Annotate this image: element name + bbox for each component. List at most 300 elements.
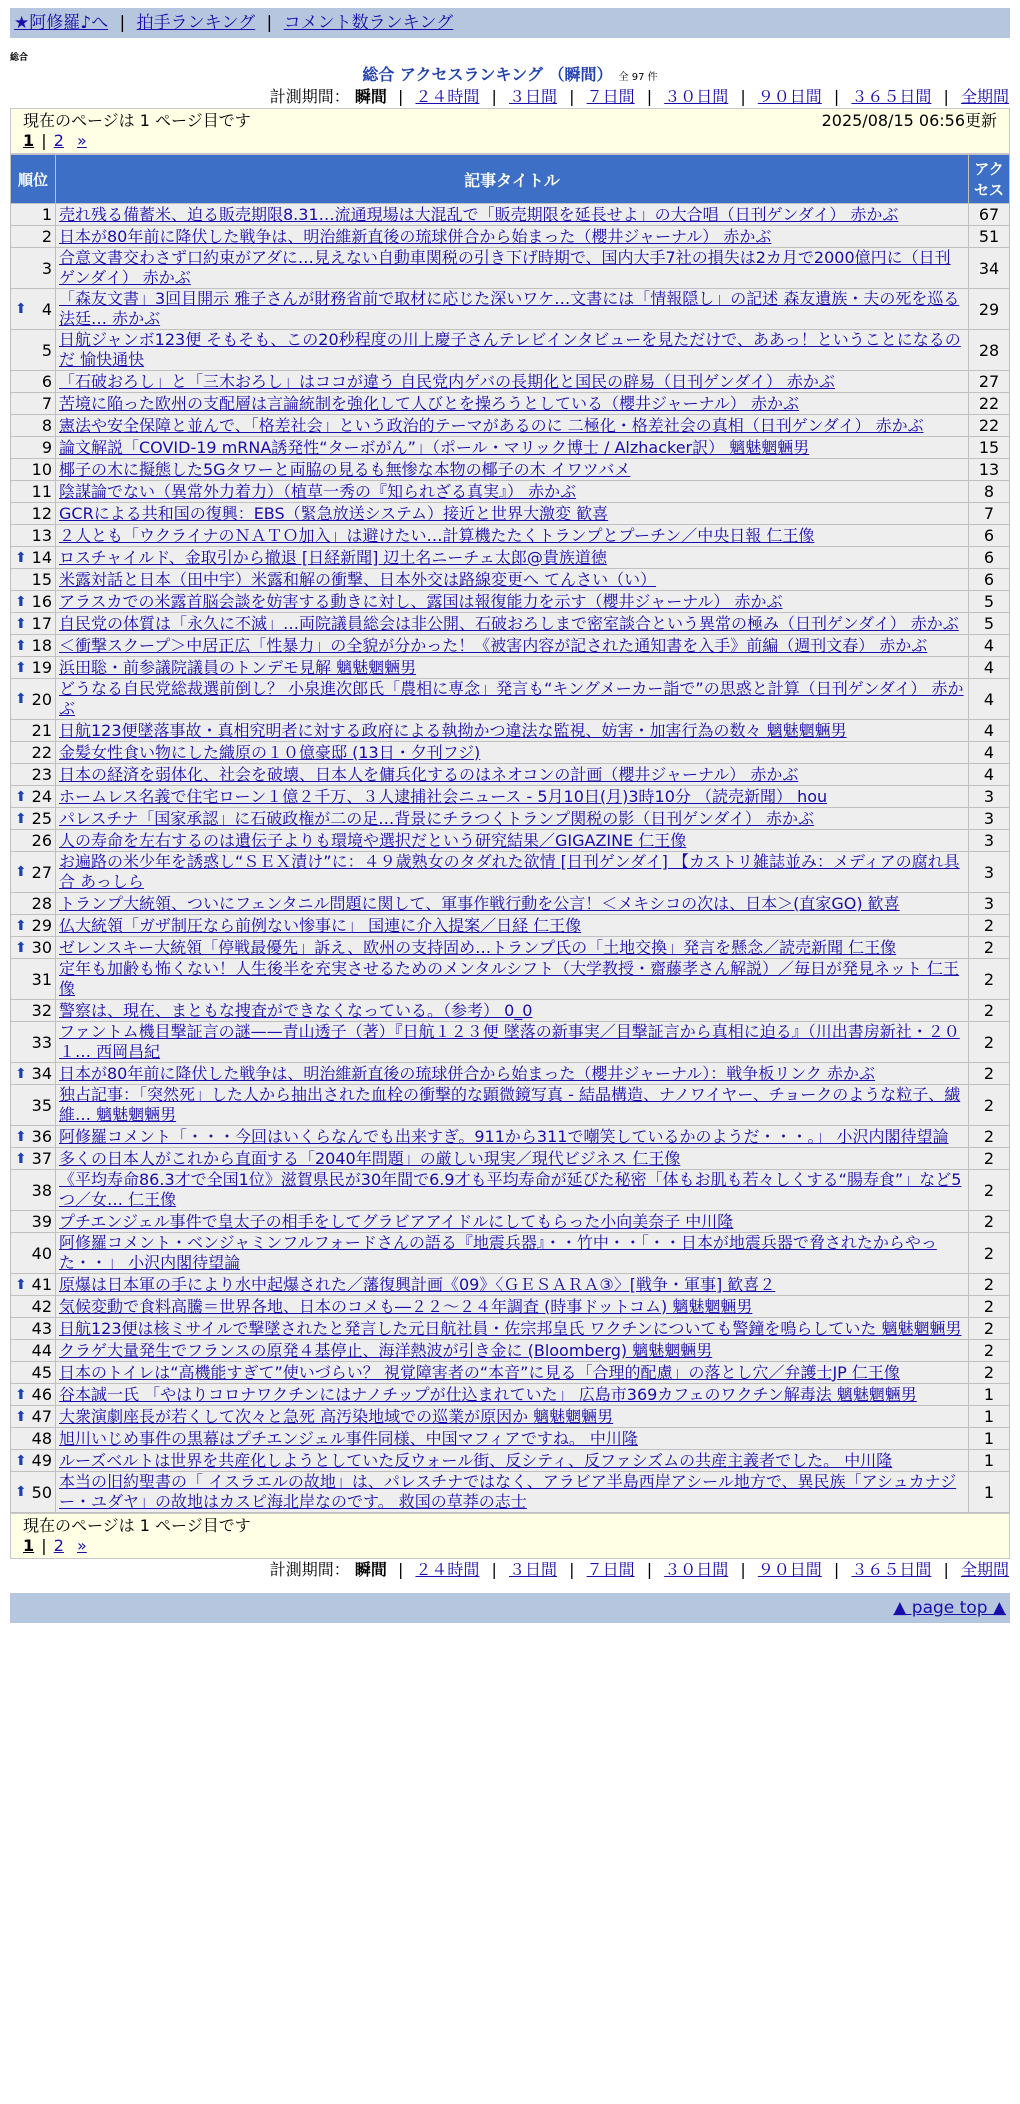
title-cell xyxy=(56,786,968,807)
rank-number: 29 xyxy=(31,916,52,935)
period-label: 計測期間： xyxy=(269,1560,350,1579)
period-separator: | xyxy=(397,87,404,106)
title-cell xyxy=(56,415,968,436)
page-info-bottom xyxy=(10,1513,1010,1559)
table-row xyxy=(11,1362,1009,1383)
period-separator: | xyxy=(943,87,949,106)
rank-cell xyxy=(11,959,55,999)
rank-cell xyxy=(11,1472,55,1512)
period-separator: | xyxy=(646,87,653,106)
access-count: 2 xyxy=(969,1296,1009,1317)
access-count: 1 xyxy=(969,1384,1009,1405)
rank-cell xyxy=(11,720,55,741)
access-count: 1 xyxy=(969,1428,1009,1449)
rank-up-icon: ⬆ xyxy=(15,691,27,707)
rank-number: 39 xyxy=(31,1212,52,1231)
rank-cell xyxy=(11,569,55,590)
article-link[interactable]: ゼレンスキー大統領「停戦最優先」訴え、欧州の支持固め…トランプ氏の「土地交換」発言を懸念／読売新聞 仁王像 xyxy=(59,937,897,957)
rank-up-icon: ⬆ xyxy=(15,301,27,317)
article-link[interactable]: ２人とも「ウクライナのＮＡＴＯ加入」は避けたい…計算機たたくトランプとプーチン／中央日報 仁王像 xyxy=(59,525,815,545)
rank-number: 11 xyxy=(31,482,52,501)
rank-number: 48 xyxy=(31,1429,52,1448)
rank-number: 43 xyxy=(31,1319,52,1338)
page-info-top xyxy=(10,108,1010,154)
access-count: 2 xyxy=(969,1085,1009,1125)
period-link-30d[interactable]: ３０日間 xyxy=(664,87,729,106)
title-cell xyxy=(56,852,968,892)
title-cell xyxy=(56,393,968,414)
title-cell xyxy=(56,613,968,634)
title-cell xyxy=(56,915,968,936)
comment-ranking-link[interactable]: コメント数ランキング xyxy=(283,13,454,33)
article-link[interactable]: ホームレス名義で住宅ローン１億２千万、３人逮捕社会ニュース - 5月10日(月)3時10分 （読売新聞） hou xyxy=(59,786,828,806)
nav-separator: | xyxy=(266,13,273,33)
rank-cell xyxy=(11,1063,55,1084)
title-text: 総合 アクセスランキング （瞬間） xyxy=(362,65,613,84)
title-cell xyxy=(56,569,968,590)
access-count: 2 xyxy=(969,1022,1009,1062)
article-link[interactable]: 憲法や安全保障と並んで、「格差社会」という政治的テーマがあるのに 二極化・格差社会の真相（日刊ゲンダイ） 赤かぶ xyxy=(59,415,924,435)
rank-cell xyxy=(11,415,55,436)
period-link-24h[interactable]: ２４時間 xyxy=(415,1560,480,1579)
title-cell xyxy=(56,1296,968,1317)
period-current: 瞬間 xyxy=(354,1560,387,1579)
rank-cell xyxy=(11,613,55,634)
article-link[interactable]: 日本の経済を弱体化、社会を破壊、日本人を傭兵化するのはネオコンの計画（櫻井ジャーナル） 赤かぶ xyxy=(59,764,799,784)
rank-cell xyxy=(11,459,55,480)
rank-up-icon: ⬆ xyxy=(15,864,27,880)
page-current: 1 xyxy=(23,131,35,150)
updated-timestamp: 2025/08/15 06:56更新 xyxy=(821,111,997,130)
article-link[interactable]: トランプ大統領、ついにフェンタニル問題に関して、軍事作戦行動を公言！＜メキシコの次は、日本＞(直家GO) 歓喜 xyxy=(59,893,900,913)
rank-number: 5 xyxy=(41,340,52,360)
access-count: 2 xyxy=(969,1170,1009,1210)
col-access-header: アクセス xyxy=(969,155,1009,203)
period-separator: | xyxy=(943,1560,949,1579)
table-row xyxy=(11,289,1009,329)
article-link[interactable]: 《平均寿命86.3才で全国1位》滋賀県民が30年間で6.9才も平均寿命が延びた秘密「体もお肌も若々しくする“腸寿食”」など5つ／女… 仁王像 xyxy=(59,1170,962,1209)
page-link-2[interactable]: 2 xyxy=(53,131,64,150)
table-row xyxy=(11,1318,1009,1339)
table-row xyxy=(11,415,1009,436)
article-link[interactable]: アラスカでの米露首脳会談を妨害する動きに対し、露国は報復能力を示す（櫻井ジャーナル） 赤かぶ xyxy=(59,591,783,611)
rank-up-icon: ⬆ xyxy=(15,1276,27,1293)
title-cell xyxy=(56,226,968,247)
table-row xyxy=(11,1211,1009,1232)
title-cell xyxy=(56,893,968,914)
rank-number: 12 xyxy=(31,504,52,523)
rank-up-icon: ⬆ xyxy=(15,659,27,676)
period-separator: | xyxy=(833,87,840,106)
article-link[interactable]: 論文解説「COVID-19 mRNA誘発性“ターボがん”」（ポール・マリック博士 / Alzhacker訳） 魑魅魍魎男 xyxy=(59,437,810,457)
rank-cell xyxy=(11,248,55,288)
rank-up-icon: ⬆ xyxy=(15,917,27,934)
title-cell xyxy=(56,459,968,480)
access-count: 4 xyxy=(969,657,1009,678)
title-cell xyxy=(56,371,968,392)
rank-cell xyxy=(11,1126,55,1147)
rank-number: 50 xyxy=(31,1482,52,1502)
article-link[interactable]: 自民党の体質は「永久に不滅」…両院議員総会は非公開、石破おろしまで密室談合という異常の極み（日刊ゲンダイ） 赤かぶ xyxy=(59,613,959,633)
page-link-2[interactable]: 2 xyxy=(53,1536,64,1555)
table-row xyxy=(11,1340,1009,1361)
rank-number: 34 xyxy=(31,1064,52,1083)
access-count: 3 xyxy=(969,830,1009,851)
title-cell xyxy=(56,1170,968,1210)
rank-cell xyxy=(11,1362,55,1383)
table-row xyxy=(11,893,1009,914)
period-current: 瞬間 xyxy=(354,87,387,106)
rank-cell xyxy=(11,204,55,225)
article-link[interactable]: ロスチャイルド、金取引から撤退 [日経新聞] 辺土名ニーチェ太郎@貴族道徳 xyxy=(59,547,607,567)
table-row xyxy=(11,503,1009,524)
article-link[interactable]: お遍路の米少年を誘惑し“ＳＥＸ漬け”に：４９歳熟女のタダれた欲情 [日刊ゲンダイ] 【カストリ雑誌並み：メディアの腐れ具合 あっしら xyxy=(59,852,960,891)
pagination-top xyxy=(23,131,997,151)
title-cell xyxy=(56,1022,968,1062)
article-link[interactable]: 原爆は日本軍の手により水中起爆された／藩復興計画《09》〈ＧＥＳＡＲＡ③〉[戦争・軍事] 歓喜２ xyxy=(59,1274,776,1294)
access-count: 4 xyxy=(969,742,1009,763)
rank-cell xyxy=(11,1318,55,1339)
table-row xyxy=(11,1472,1009,1512)
article-link[interactable]: 日本のトイレは“高機能すぎて”使いづらい？ 視覚障害者の“本音”に見る「合理的配慮」の落とし穴／弁護士JP 仁王像 xyxy=(59,1362,900,1382)
rank-number: 10 xyxy=(31,460,52,479)
table-row xyxy=(11,635,1009,656)
article-link[interactable]: ルーズベルトは世界を共産化しようとしていた反ウォール街、反シティ、反ファシズムの共産主義者でした。 中川隆 xyxy=(59,1450,893,1470)
table-row xyxy=(11,1148,1009,1169)
access-count: 5 xyxy=(969,613,1009,634)
rank-cell xyxy=(11,657,55,678)
table-row xyxy=(11,657,1009,678)
page-separator: | xyxy=(41,131,47,150)
access-count: 2 xyxy=(969,1274,1009,1295)
rank-up-icon: ⬆ xyxy=(15,810,27,827)
article-link[interactable]: 独占記事：「突然死」した人から抽出された血栓の衝撃的な顕微鏡写真 - 結晶構造、ナノワイヤー、チョークのような粒子、繊維… 魑魅魍魎男 xyxy=(59,1085,961,1124)
period-separator: | xyxy=(491,1560,497,1579)
title-cell xyxy=(56,742,968,763)
rank-cell xyxy=(11,1340,55,1361)
table-row xyxy=(11,959,1009,999)
page-top-link[interactable]: ▲ page top ▲ xyxy=(893,1598,1006,1618)
article-link[interactable]: どうなる自民党総裁選前倒し？ 小泉進次郎氏「農相に専念」発言も“キングメーカー詣で”の思惑と計算（日刊ゲンダイ） 赤かぶ xyxy=(59,679,964,718)
title-cell xyxy=(56,1472,968,1512)
page-next-link[interactable]: » xyxy=(77,131,87,150)
table-row xyxy=(11,742,1009,763)
period-link-90d[interactable]: ９０日間 xyxy=(757,87,822,106)
rank-cell xyxy=(11,393,55,414)
table-row xyxy=(11,1126,1009,1147)
rank-cell xyxy=(11,1296,55,1317)
access-count: 6 xyxy=(969,525,1009,546)
rank-number: 45 xyxy=(31,1363,52,1382)
bottom-bar xyxy=(10,1593,1010,1623)
table-row xyxy=(11,1406,1009,1427)
rank-up-icon: ⬆ xyxy=(15,1065,27,1082)
table-row xyxy=(11,591,1009,612)
rank-number: 22 xyxy=(31,743,52,762)
category-tag: 総合 xyxy=(10,53,29,63)
article-link[interactable]: クラゲ大量発生でフランスの原発４基停止、海洋熱波が引き金に (Bloomberg) 魑魅魍魎男 xyxy=(59,1340,713,1360)
rank-up-icon: ⬆ xyxy=(15,1386,27,1403)
title-cell xyxy=(56,720,968,741)
article-link[interactable]: 本当の旧約聖書の「 イスラエルの故地」は、パレスチナではなく、アラビア半島西岸アシール地方で、異民族「アシュカナジー・ユダヤ」の故地はカスピ海北岸なのです。 救国の草莽の志士 xyxy=(59,1472,957,1511)
table-row xyxy=(11,786,1009,807)
rank-cell xyxy=(11,437,55,458)
rank-number: 40 xyxy=(31,1243,52,1263)
table-row xyxy=(11,852,1009,892)
article-link[interactable]: 多くの日本人がこれから直面する「2040年問題」の厳しい現実／現代ビジネス 仁王像 xyxy=(59,1148,681,1168)
access-count: 3 xyxy=(969,808,1009,829)
period-separator: | xyxy=(646,1560,653,1579)
rank-number: 37 xyxy=(31,1149,52,1168)
article-link[interactable]: 苦境に陥った欧州の支配層は言論統制を強化して人びとを操ろうとしている（櫻井ジャーナル） 赤かぶ xyxy=(59,393,799,413)
rank-cell xyxy=(11,330,55,370)
title-cell xyxy=(56,1406,968,1427)
title-cell xyxy=(56,679,968,719)
ranking-body xyxy=(11,204,1009,1512)
article-link[interactable]: 合意文書交わさず口約束がアダに…見えない自動車関税の引き下げ時期で、国内大手7社の損失は2カ月で2000億円に（日刊ゲンダイ） 赤かぶ xyxy=(59,248,951,287)
pagination-bottom xyxy=(23,1536,997,1556)
rank-number: 2 xyxy=(41,227,52,246)
title-cell xyxy=(56,1362,968,1383)
period-link-7d[interactable]: ７日間 xyxy=(586,1560,635,1579)
page-current: 1 xyxy=(23,1536,35,1555)
article-link[interactable]: 米露対話と日本（田中宇）米露和解の衝撃、日本外交は路線変更へ てんさい（い） xyxy=(59,569,657,589)
title-cell xyxy=(56,547,968,568)
title-cell xyxy=(56,1450,968,1471)
table-row xyxy=(11,937,1009,958)
title-cell xyxy=(56,1063,968,1084)
period-link-3d[interactable]: ３日間 xyxy=(509,87,558,106)
rank-cell xyxy=(11,1406,55,1427)
article-link[interactable]: 仏大統領「ガザ制圧なら前例ない惨事に」 国連に介入提案／日経 仁王像 xyxy=(59,915,582,935)
rank-number: 30 xyxy=(31,938,52,957)
rank-number: 6 xyxy=(41,372,52,391)
rank-cell xyxy=(11,547,55,568)
period-link-all[interactable]: 全期間 xyxy=(960,87,1009,106)
period-separator: | xyxy=(833,1560,840,1579)
rank-up-icon: ⬆ xyxy=(15,1408,27,1425)
access-count: 13 xyxy=(969,459,1009,480)
article-link[interactable]: 日航ジャンボ123便 そもそも、この20秒程度の川上慶子さんテレビインタビューを見ただけで、ああっ！ということになるのだ 愉快通快 xyxy=(59,330,961,369)
table-row xyxy=(11,1296,1009,1317)
rank-number: 49 xyxy=(31,1451,52,1470)
period-link-90d[interactable]: ９０日間 xyxy=(757,1560,822,1579)
period-link-7d[interactable]: ７日間 xyxy=(586,87,635,106)
title-cell xyxy=(56,657,968,678)
access-count: 27 xyxy=(969,371,1009,392)
rank-cell xyxy=(11,635,55,656)
article-link[interactable]: 陰謀論でない（異常外力着力）（植草一秀の『知られざる真実』） 赤かぶ xyxy=(59,481,577,501)
article-link[interactable]: パレスチナ「国家承認」に石破政権が二の足…背景にチラつくトランプ関税の影（日刊ゲンダイ） 赤かぶ xyxy=(59,808,815,828)
rank-number: 47 xyxy=(31,1407,52,1426)
access-count: 2 xyxy=(969,1318,1009,1339)
title-cell xyxy=(56,635,968,656)
title-cell xyxy=(56,204,968,225)
title-cell xyxy=(56,1233,968,1273)
rank-cell xyxy=(11,893,55,914)
access-count: 2 xyxy=(969,1233,1009,1273)
access-count: 51 xyxy=(969,226,1009,247)
nav-separator: | xyxy=(119,13,126,33)
rank-number: 4 xyxy=(41,299,52,319)
title-cell xyxy=(56,830,968,851)
access-count: 1 xyxy=(969,1472,1009,1512)
rank-up-icon: ⬆ xyxy=(15,549,27,566)
period-separator: | xyxy=(740,1560,746,1579)
access-count: 22 xyxy=(969,393,1009,414)
access-count: 6 xyxy=(969,569,1009,590)
table-row xyxy=(11,1085,1009,1125)
access-count: 5 xyxy=(969,591,1009,612)
table-row xyxy=(11,1384,1009,1405)
rank-number: 13 xyxy=(31,526,52,545)
rank-number: 36 xyxy=(31,1127,52,1146)
period-separator: | xyxy=(569,1560,575,1579)
title-cell xyxy=(56,330,968,370)
access-count: 7 xyxy=(969,503,1009,524)
article-link[interactable]: 日本が80年前に降伏した戦争は、明治維新直後の琉球併合から始まった（櫻井ジャーナル）：戦争板リンク 赤かぶ xyxy=(59,1063,876,1083)
rank-cell xyxy=(11,1211,55,1232)
article-link[interactable]: ファントム機目撃証言の謎——青山透子（著）『日航１２３便 墜落の新事実／目撃証言から真相に迫る』（川出書房新社・２０１… 西岡昌紀 xyxy=(59,1022,960,1061)
rank-cell xyxy=(11,786,55,807)
table-row xyxy=(11,371,1009,392)
home-link[interactable]: ★阿修羅♪へ xyxy=(14,13,109,33)
article-link[interactable]: 日航123便墜落事故・真相究明者に対する政府による執拗かつ違法な監視、妨害・加害行為の数々 魑魅魍魎男 xyxy=(59,720,847,740)
rank-number: 20 xyxy=(31,689,52,709)
access-count: 22 xyxy=(969,415,1009,436)
title-cell xyxy=(56,1148,968,1169)
article-link[interactable]: 浜田聡・前参議院議員のトンデモ見解 魑魅魍魎男 xyxy=(59,657,417,677)
article-link[interactable]: プチエンジェル事件で皇太子の相手をしてグラビアアイドルにしてもらった小向美奈子 中川隆 xyxy=(59,1211,734,1231)
period-separator: | xyxy=(740,87,746,106)
period-link-3d[interactable]: ３日間 xyxy=(509,1560,558,1579)
table-row xyxy=(11,830,1009,851)
rank-cell xyxy=(11,764,55,785)
article-link[interactable]: 気候変動で食料高騰＝世界各地、日本のコメも―２２～２４年調査 (時事ドットコム) 魑魅魍魎男 xyxy=(59,1296,753,1316)
rank-cell xyxy=(11,1428,55,1449)
table-row xyxy=(11,393,1009,414)
period-label: 計測期間： xyxy=(269,87,350,106)
period-selector-bottom xyxy=(10,1559,1010,1581)
period-separator: | xyxy=(569,87,575,106)
access-count: 2 xyxy=(969,1148,1009,1169)
title-cell xyxy=(56,764,968,785)
article-link[interactable]: 人の寿命を左右するのは遺伝子よりも環境や選択だという研究結果／GIGAZINE 仁王像 xyxy=(59,830,687,850)
page xyxy=(10,0,1010,1623)
article-link[interactable]: 椰子の木に擬態した5Gタワーと両脇の見るも無惨な本物の椰子の木 イワツバメ xyxy=(59,459,631,479)
table-row xyxy=(11,808,1009,829)
table-row xyxy=(11,1063,1009,1084)
article-link[interactable]: 日航123便は核ミサイルで撃墜されたと発言した元日航社員・佐宗邦皇氏 ワクチンについても警鐘を鳴らしていた 魑魅魍魎男 xyxy=(59,1318,962,1338)
period-link-365d[interactable]: ３６５日間 xyxy=(851,87,932,106)
rank-number: 1 xyxy=(41,205,52,224)
rank-cell xyxy=(11,808,55,829)
rank-up-icon: ⬆ xyxy=(15,1484,27,1500)
article-link[interactable]: 大衆演劇座長が若くして次々と急死 高汚染地域での巡業が原因か 魑魅魍魎男 xyxy=(59,1406,614,1426)
access-count: 4 xyxy=(969,635,1009,656)
access-count: 29 xyxy=(969,289,1009,329)
title-cell xyxy=(56,1274,968,1295)
article-link[interactable]: 谷本誠一氏 「やはりコロナワクチンにはナノチップが仕込まれていた」 広島市369カフェのワクチン解毒法 魑魅魍魎男 xyxy=(59,1384,917,1404)
article-link[interactable]: 金髪女性食い物にした織原の１０億豪邸 (13日・夕刊フジ) xyxy=(59,742,481,762)
article-link[interactable]: GCRによる共和国の復興：EBS（緊急放送システム）接近と世界大激変 歓喜 xyxy=(59,503,609,523)
rank-up-icon: ⬆ xyxy=(15,1452,27,1469)
title-cell xyxy=(56,937,968,958)
title-cell xyxy=(56,248,968,288)
period-link-365d[interactable]: ３６５日間 xyxy=(851,1560,932,1579)
article-link[interactable]: 売れ残る備蓄米、迫る販売期限8.31…流通現場は大混乱で「販売期限を延長せよ」の大合唱（日刊ゲンダイ） 赤かぶ xyxy=(59,204,899,224)
rank-cell xyxy=(11,481,55,502)
rank-number: 8 xyxy=(41,416,52,435)
title-cell xyxy=(56,1318,968,1339)
rank-up-icon: ⬆ xyxy=(15,939,27,956)
article-link[interactable]: 「石破おろし」と「三木おろし」はココが違う 自民党内ゲバの長期化と国民の辟易（日刊ゲンダイ） 赤かぶ xyxy=(59,371,835,391)
access-count: 2 xyxy=(969,959,1009,999)
rank-number: 32 xyxy=(31,1001,52,1020)
title-cell xyxy=(56,1384,968,1405)
rank-number: 9 xyxy=(41,438,52,457)
table-row xyxy=(11,720,1009,741)
table-row xyxy=(11,764,1009,785)
rank-number: 21 xyxy=(31,721,52,740)
table-row xyxy=(11,1170,1009,1210)
period-link-30d[interactable]: ３０日間 xyxy=(664,1560,729,1579)
access-count: 15 xyxy=(969,437,1009,458)
article-link[interactable]: ＜衝撃スクープ＞中居正広「性暴力」の全貌が分かった！《被害内容が記された通知書を入手》前編（週刊文春） 赤かぶ xyxy=(59,635,928,655)
rank-cell xyxy=(11,289,55,329)
table-row xyxy=(11,330,1009,370)
article-link[interactable]: 旭川いじめ事件の黒幕はプチエンジェル事件同様、中国マフィアですね。 中川隆 xyxy=(59,1428,638,1448)
table-row xyxy=(11,204,1009,225)
period-link-24h[interactable]: ２４時間 xyxy=(415,87,480,106)
article-link[interactable]: 日本が80年前に降伏した戦争は、明治維新直後の琉球併合から始まった（櫻井ジャーナル） 赤かぶ xyxy=(59,226,772,246)
rank-number: 46 xyxy=(31,1385,52,1404)
rank-cell xyxy=(11,679,55,719)
rank-cell xyxy=(11,1384,55,1405)
rank-number: 18 xyxy=(31,636,52,655)
rank-cell xyxy=(11,371,55,392)
access-count: 3 xyxy=(969,852,1009,892)
access-count: 3 xyxy=(969,786,1009,807)
col-title-header: 記事タイトル xyxy=(56,155,968,203)
table-row xyxy=(11,1233,1009,1273)
article-link[interactable]: 定年も加齢も怖くない！人生後半を充実させるためのメンタルシフト（大学教授・齋藤孝さん解説）／毎日が発見ネット 仁王像 xyxy=(59,959,960,998)
access-count: 2 xyxy=(969,1211,1009,1232)
rank-cell xyxy=(11,915,55,936)
rank-cell xyxy=(11,830,55,851)
title-cell xyxy=(56,1340,968,1361)
article-link[interactable]: 「森友文書」3回目開示 雅子さんが財務省前で取材に応じた深いワケ…文書には「情報隠し」の記述 森友遺族・夫の死を巡る法廷… 赤かぶ xyxy=(59,289,960,328)
table-row xyxy=(11,437,1009,458)
access-count: 1 xyxy=(969,1406,1009,1427)
access-count: 2 xyxy=(969,1362,1009,1383)
rank-number: 44 xyxy=(31,1341,52,1360)
period-link-all[interactable]: 全期間 xyxy=(960,1560,1009,1579)
table-row xyxy=(11,915,1009,936)
title-cell xyxy=(56,525,968,546)
access-count: 2 xyxy=(969,915,1009,936)
title-cell xyxy=(56,289,968,329)
period-selector-top xyxy=(10,86,1010,108)
rank-cell xyxy=(11,226,55,247)
rank-number: 38 xyxy=(31,1180,52,1200)
article-link[interactable]: 阿修羅コメント・ベンジャミンフルフォードさんの語る『地震兵器』・・竹中・・「・・日本が地震兵器で脅されたからやった・・」 小沢内閣待望論 xyxy=(59,1233,937,1272)
article-link[interactable]: 阿修羅コメント「・・・今回はいくらなんでも出来すぎ。911から311で嘲笑しているかのようだ・・・。」 小沢内閣待望論 xyxy=(59,1126,949,1146)
rank-number: 27 xyxy=(31,862,52,882)
article-link[interactable]: 警察は、現在、まともな捜査ができなくなっている。（参考） 0_0 xyxy=(59,1000,533,1020)
page-next-link[interactable]: » xyxy=(77,1536,87,1555)
clap-ranking-link[interactable]: 拍手ランキング xyxy=(136,13,256,33)
